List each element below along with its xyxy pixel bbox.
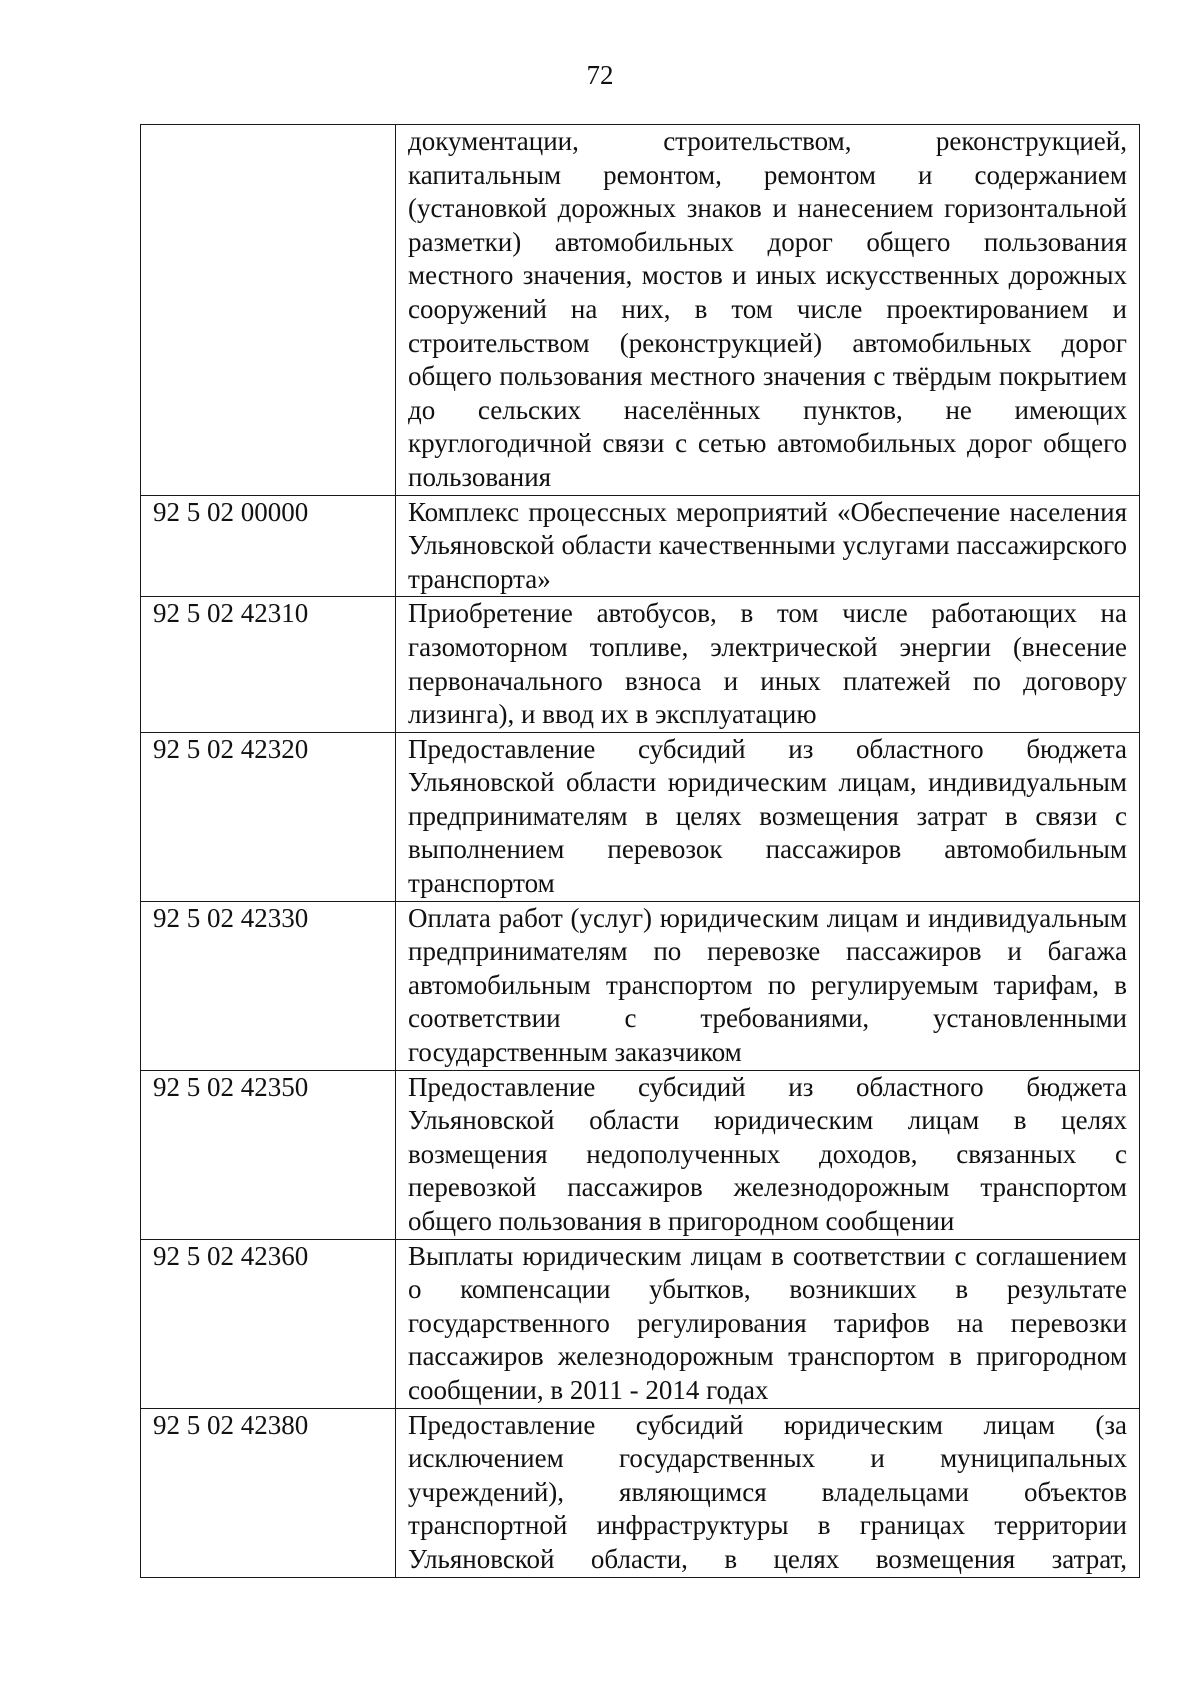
description-cell: Предоставление субсидий юридическим лицам (за исключением государственных и муниципальных учреждений), являющимся владельцами объектов транспортной инфраструктуры в границах территории Ульяновской области, в целях возмещения затрат, xyxy=(396,1408,1140,1577)
budget-classification-table xyxy=(140,124,1140,1578)
code-cell: 92 5 02 42360 xyxy=(141,1239,396,1408)
code-cell: 92 5 02 42320 xyxy=(141,732,396,901)
description-cell: Приобретение автобусов, в том числе работающих на газомоторном топливе, электрической энергии (внесение первоначального взноса и иных платежей по договору лизинга), и ввод их в эксплуатацию xyxy=(396,597,1140,732)
code-cell: 92 5 02 42330 xyxy=(141,901,396,1070)
code-cell: 92 5 02 00000 xyxy=(141,495,396,597)
table-row xyxy=(141,1408,1140,1577)
table-row xyxy=(141,1239,1140,1408)
table-row xyxy=(141,597,1140,732)
description-cell: Оплата работ (услуг) юридическим лицам и индивидуальным предпринимателям по перевозке пассажиров и багажа автомобильным транспортом по регулируемым тарифам, в соответствии с требованиями, установленными государственным заказчиком xyxy=(396,901,1140,1070)
description-cell: Выплаты юридическим лицам в соответствии с соглашением о компенсации убытков, возникших в результате государственного регулирования тарифов на перевозки пассажиров железнодорожным транспортом в пригородном сообщении, в 2011 - 2014 годах xyxy=(396,1239,1140,1408)
table-row xyxy=(141,495,1140,597)
code-cell: 92 5 02 42380 xyxy=(141,1408,396,1577)
table-row xyxy=(141,1070,1140,1239)
code-cell: 92 5 02 42310 xyxy=(141,597,396,732)
table-row xyxy=(141,732,1140,901)
table-row xyxy=(141,901,1140,1070)
description-cell: Комплекс процессных мероприятий «Обеспечение населения Ульяновской области качественными услугами пассажирского транспорта» xyxy=(396,495,1140,597)
description-cell: Предоставление субсидий из областного бюджета Ульяновской области юридическим лицам в целях возмещения недополученных доходов, связанных с перевозкой пассажиров железнодорожным транспортом общего пользования в пригородном сообщении xyxy=(396,1070,1140,1239)
description-cell: документации, строительством, реконструкцией, капитальным ремонтом, ремонтом и содержанием (установкой дорожных знаков и нанесением горизонтальной разметки) автомобильных дорог общего пользования местного значения, мостов и иных искусственных дорожных сооружений на них, в том числе проектированием и строительством (реконструкцией) автомобильных дорог общего пользования местного значения с твёрдым покрытием до сельских населённых пунктов, не имеющих круглогодичной связи с сетью автомобильных дорог общего пользования xyxy=(396,125,1140,496)
code-cell xyxy=(141,125,396,496)
code-cell: 92 5 02 42350 xyxy=(141,1070,396,1239)
table-row xyxy=(141,125,1140,496)
description-cell: Предоставление субсидий из областного бюджета Ульяновской области юридическим лицам, индивидуальным предпринимателям в целях возмещения затрат в связи с выполнением перевозок пассажиров автомобильным транспортом xyxy=(396,732,1140,901)
page-number: 72 xyxy=(586,60,614,90)
